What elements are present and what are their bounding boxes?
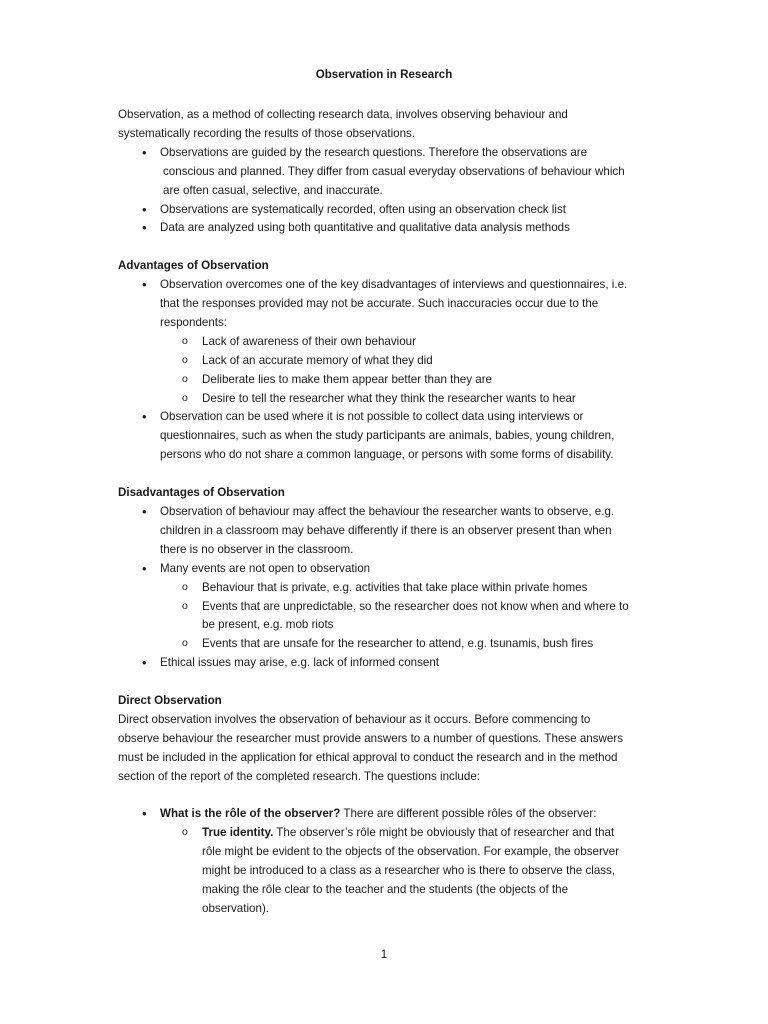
intro-bullet-3 [118, 219, 658, 238]
direct-line: Direct observation involves the observation of behaviour as it occurs. Before commencing to [118, 712, 591, 726]
disadvantages-sub-list [118, 579, 658, 655]
advantages-list [118, 276, 658, 333]
disadvantages-bullet-3: • Ethical issues may arise, e.g. lack of informed consent [118, 654, 658, 673]
advantages-heading: Advantages of Observation [118, 259, 269, 273]
sub-line: rôle might be evident to the objects of the observation. For example, the observer [202, 845, 619, 859]
bullet-line: there is no observer in the classroom. [160, 542, 354, 556]
document-body [118, 106, 658, 919]
direct-line: observe behaviour the researcher must provide answers to a number of questions. These answers [118, 731, 624, 745]
bullet-line: children in a classroom may behave differently if there is an observer present than when [160, 523, 612, 537]
question-bullet-1 [118, 805, 658, 824]
page-number: 1 [380, 948, 388, 961]
sub-item [118, 824, 658, 919]
advantages-bullet-2 [118, 408, 658, 465]
bullet-line: respondents: [160, 315, 228, 329]
bullet-line: • Observations are systematically recorded, often using an observation check list [160, 202, 566, 216]
sub-item [118, 579, 658, 598]
bullet-line: questionnaires, such as when the study participants are animals, babies, young children, [160, 429, 615, 443]
bullet-line: • Observation can be used where it is not possible to collect data using interviews or [160, 410, 584, 424]
direct-line: section of the report of the completed research. The questions include: [118, 769, 480, 783]
sub-line: might be introduced to a class as a researcher who is there to observe the class, [202, 864, 616, 878]
advantages-sub-list [118, 333, 658, 409]
sub-line: o Events that are unpredictable, so the researcher does not know when and where to [202, 599, 629, 613]
intro-line-1: Observation, as a method of collecting research data, involves observing behaviour and [118, 108, 568, 121]
sub-line: o Behaviour that is private, e.g. activities that take place within private homes [202, 580, 588, 594]
sub-item: o Lack of awareness of their own behaviour [118, 333, 658, 352]
intro-bullet-2 [118, 201, 658, 220]
question-rest: There are different possible rôles of the observer: [340, 807, 597, 821]
bullet-line: • Observation of behaviour may affect the behaviour the researcher wants to observe, e.g. [160, 505, 615, 518]
sub-bold: True identity. [202, 826, 274, 840]
disadvantages-list [118, 503, 658, 579]
sub-item: o Desire to tell the researcher what they think the researcher wants to hear [118, 390, 658, 409]
advantages-list-cont [118, 408, 658, 465]
disadvantages-list-cont [118, 654, 658, 673]
disadvantages-bullet-1 [118, 503, 658, 560]
direct-line: must be included in the application for ethical approval to conduct the research and in the method [118, 750, 618, 764]
document-title: Observation in Research [315, 68, 453, 81]
bullet-line: are often casual, selective, and inaccurate. [163, 183, 383, 197]
question-sub-list [118, 824, 658, 919]
bullet-line: • Data are analyzed using both quantitative and qualitative data analysis methods [160, 221, 570, 235]
bullet-line: • Observation overcomes one of the key disadvantages of interviews and questionnaires, i.e. [160, 278, 628, 292]
bullet-line: that the responses provided may not be accurate. Such inaccuracies occur due to the [160, 297, 599, 311]
question-bold: What is the rôle of the observer? [160, 807, 341, 821]
sub-item: o Lack of an accurate memory of what they did [118, 352, 658, 371]
sub-line: making the rôle clear to the teacher and the students (the objects of the [202, 883, 569, 897]
sub-item: o Deliberate lies to make them appear better than they are [118, 371, 658, 390]
sub-line: observation). [202, 902, 270, 915]
bullet-line: • Observations are guided by the research questions. Therefore the observations are [160, 145, 588, 159]
intro-line-2: systematically recording the results of those observations. [118, 126, 416, 140]
questions-list [118, 805, 658, 824]
sub-rest: The observer’s rôle might be obviously that of researcher and that [273, 826, 615, 840]
sub-line [202, 824, 658, 843]
sub-line: o Events that are unsafe for the researcher to attend, e.g. tsunamis, bush fires [202, 637, 594, 651]
disadvantages-heading: Disadvantages of Observation [118, 486, 285, 500]
sub-item [118, 635, 658, 654]
bullet-line: persons who do not share a common language, or persons with some forms of disability. [160, 448, 614, 462]
advantages-bullet-1 [118, 276, 658, 333]
bullet-line: conscious and planned. They differ from casual everyday observations of behaviour which [163, 164, 625, 178]
disadvantages-bullet-2: • Many events are not open to observation [118, 560, 658, 579]
direct-observation-heading: Direct Observation [118, 694, 222, 708]
intro-bullet-list [118, 144, 658, 239]
sub-line: be present, e.g. mob riots [202, 618, 334, 632]
sub-item [118, 598, 658, 636]
intro-bullet-1 [118, 144, 658, 201]
